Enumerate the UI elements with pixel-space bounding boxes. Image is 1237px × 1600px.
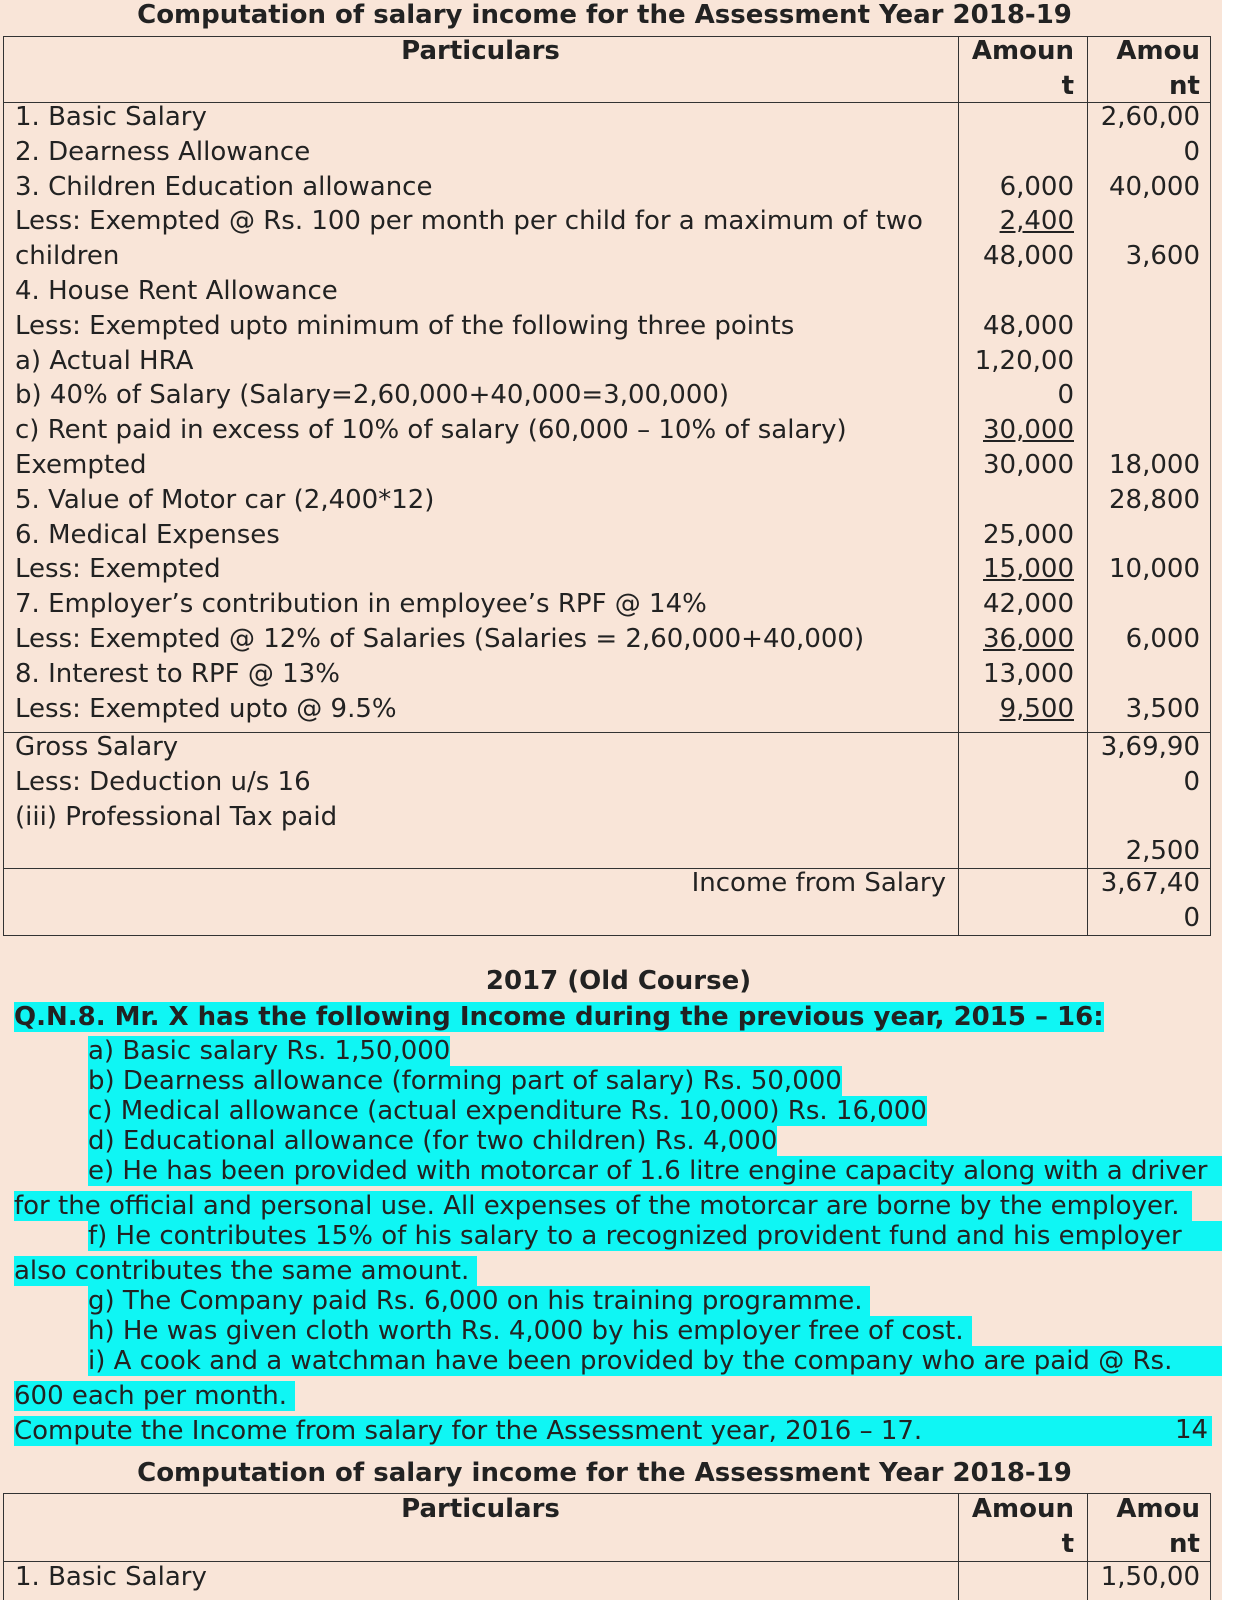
table1-row-text: 5. Value of Motor car (2,400*12) [15, 484, 435, 515]
table1-header-amount2b: nt [1169, 71, 1200, 101]
table1-row-text: 1. Basic Salary [15, 102, 207, 132]
question-marks: 14 [1175, 1415, 1209, 1445]
table2-header-amount1a: Amoun [971, 1494, 1074, 1524]
income-from-salary-value: 3,67,40 [1100, 868, 1200, 898]
table1-header-amount2a: Amou [1116, 36, 1200, 66]
table1-row-amount1: 48,000 [983, 310, 1074, 341]
table2-header-amount1b: t [1061, 1529, 1074, 1559]
question-item-c: c) Medical allowance (actual expenditure Rs. 10,000) Rs. 16,000 [88, 1096, 927, 1126]
table1-row-text: 3. Children Education allowance [15, 171, 433, 202]
table1-row-amount1: 48,000 [983, 241, 1074, 272]
question-item-i-line2: 600 each per month. [14, 1381, 295, 1411]
gross-salary-value-cont: 0 [1183, 767, 1200, 797]
table1-row-amount1: 0 [1057, 380, 1074, 411]
table1-row-text: Less: Exempted @ Rs. 100 per month per child for a maximum of two [15, 206, 923, 237]
table1-row-amount1: 13,000 [983, 658, 1074, 689]
table1-row-text: Exempted [15, 450, 147, 480]
table1-row-text: b) 40% of Salary (Salary=2,60,000+40,000=3,00,000) [15, 380, 730, 411]
table1-row-amount2: 3,500 [1125, 693, 1200, 724]
question-item-d: d) Educational allowance (for two children) Rs. 4,000 [88, 1126, 778, 1156]
question-item-i-line1: i) A cook and a watchman have been provided by the company who are paid @ Rs. [88, 1346, 1222, 1376]
question-item-h: h) He was given cloth worth Rs. 4,000 by his employer free of cost. [88, 1316, 972, 1346]
professional-tax-label: (iii) Professional Tax paid [15, 802, 338, 832]
table1-row-amount2: 2,60,00 [1100, 102, 1200, 132]
table1-gross-rule [3, 732, 1211, 733]
question-item-e-line1: e) He has been provided with motorcar of 1.6 litre engine capacity along with a driver [88, 1156, 1222, 1186]
table2-row1-value: 1,50,00 [1100, 1562, 1200, 1592]
table2-header-amount2a: Amou [1116, 1494, 1200, 1524]
table2-header-particulars: Particulars [401, 1494, 560, 1524]
table1-row-amount1: 15,000 [983, 554, 1074, 585]
income-from-salary-value-cont: 0 [1183, 903, 1200, 933]
question-item-f-line2: also contributes the same amount. [14, 1256, 477, 1286]
question-item-g: g) The Company paid Rs. 6,000 on his training programme. [88, 1286, 870, 1316]
table1-row-amount1: 30,000 [983, 415, 1074, 446]
year-heading: 2017 (Old Course) [485, 966, 752, 996]
table1-row-amount2: 40,000 [1109, 171, 1200, 202]
question-head: Q.N.8. Mr. X has the following Income during the previous year, 2015 – 16: [14, 1002, 1104, 1032]
table1-header-amount1a: Amoun [971, 36, 1074, 66]
table1-header-particulars: Particulars [401, 36, 560, 66]
table2-row1-text: 1. Basic Salary [15, 1562, 207, 1592]
table1-row-amount1: 1,20,00 [974, 345, 1074, 376]
table1-row-amount2: 18,000 [1109, 450, 1200, 480]
question-item-b: b) Dearness allowance (forming part of salary) Rs. 50,000 [88, 1066, 842, 1096]
table1-row-amount1: 36,000 [983, 624, 1074, 654]
question-item-e-line2: for the official and personal use. All expenses of the motorcar are borne by the employer. [14, 1191, 1192, 1221]
table1-row-text: a) Actual HRA [15, 345, 194, 376]
gross-salary-value: 3,69,90 [1100, 732, 1200, 762]
table2-title: Computation of salary income for the Assessment Year 2018-19 [137, 1458, 1072, 1488]
table1-row-text: 4. House Rent Allowance [15, 276, 338, 306]
table1-row-amount1: 42,000 [983, 589, 1074, 620]
table1-title: Computation of salary income for the Assessment Year 2018-19 [137, 0, 1072, 30]
table1-row-text: 2. Dearness Allowance [15, 136, 311, 167]
table2-header-amount2b: nt [1169, 1529, 1200, 1559]
question-compute: Compute the Income from salary for the Assessment year, 2016 – 17. [14, 1416, 1212, 1446]
question-item-f-line1: f) He contributes 15% of his salary to a recognized provident fund and his employer [88, 1221, 1222, 1251]
table1-row-amount1: 25,000 [983, 519, 1074, 550]
table1-row-amount2: 0 [1183, 136, 1200, 167]
table1-row-text: Less: Exempted upto @ 9.5% [15, 693, 397, 724]
table1-row-text: 7. Employer’s contribution in employee’s RPF @ 14% [15, 589, 707, 620]
table1-row-text: Less: Exempted upto minimum of the following three points [15, 310, 795, 341]
income-from-salary-label: Income from Salary [691, 868, 946, 898]
table1-row-amount2: 28,800 [1109, 484, 1200, 515]
table1-row-amount1: 9,500 [999, 693, 1074, 724]
question-item-a: a) Basic salary Rs. 1,50,000 [88, 1036, 451, 1066]
table1-row-amount1: 6,000 [999, 171, 1074, 202]
professional-tax-value: 2,500 [1125, 836, 1200, 866]
table1-row-amount2: 3,600 [1125, 241, 1200, 272]
table1-row-text: Less: Exempted [15, 554, 221, 585]
deduction-label: Less: Deduction u/s 16 [15, 767, 311, 797]
gross-salary-label: Gross Salary [15, 732, 179, 762]
table1-row-text: Less: Exempted @ 12% of Salaries (Salaries = 2,60,000+40,000) [15, 624, 865, 654]
table1-row-amount2: 10,000 [1109, 554, 1200, 585]
table1-row-text: 6. Medical Expenses [15, 519, 280, 550]
table1-header-amount1b: t [1061, 71, 1074, 101]
table1-row-text: children [15, 241, 120, 272]
table1-row-amount2: 6,000 [1125, 624, 1200, 654]
table1-row-text: c) Rent paid in excess of 10% of salary (60,000 – 10% of salary) [15, 415, 847, 446]
table1-row-amount1: 30,000 [983, 450, 1074, 480]
table1-row-text: 8. Interest to RPF @ 13% [15, 658, 340, 689]
table1-row-amount1: 2,400 [999, 206, 1074, 237]
